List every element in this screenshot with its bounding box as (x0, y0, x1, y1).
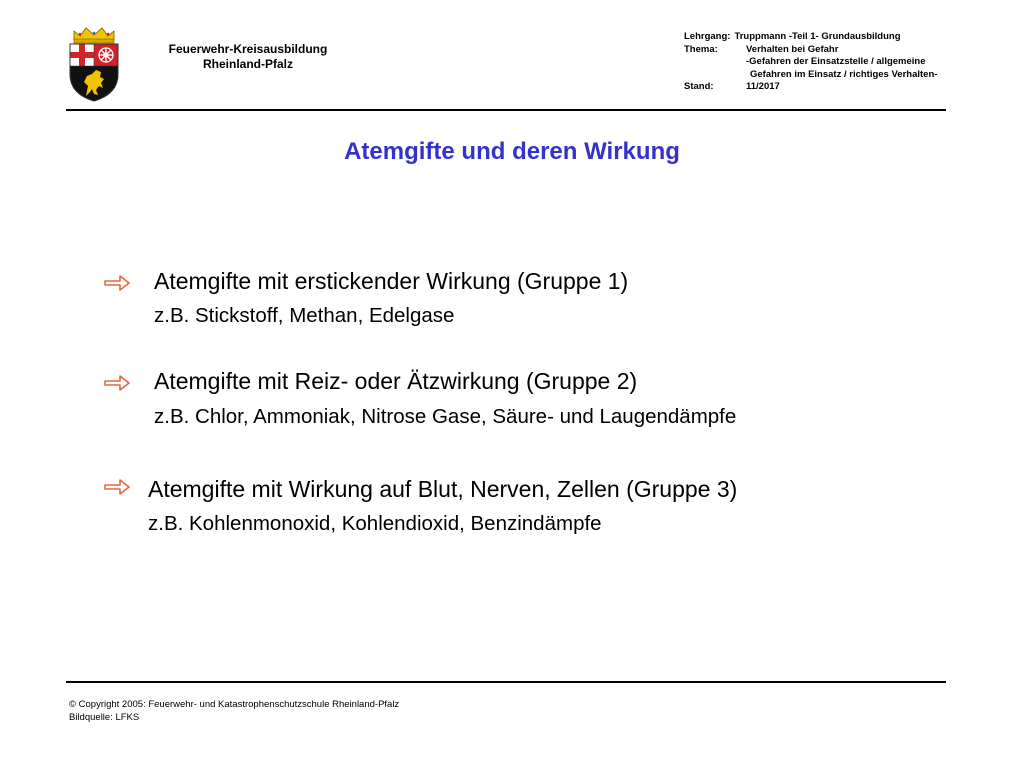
bullet-examples-group2: z.B. Chlor, Ammoniak, Nitrose Gase, Säure- und Laugendämpfe (154, 405, 737, 428)
organization-line1: Feuerwehr-Kreisausbildung (168, 42, 328, 56)
stand-value: 11/2017 (746, 81, 780, 92)
arrow-right-icon (104, 477, 130, 497)
slide-title: Atemgifte und deren Wirkung (344, 138, 680, 165)
thema-value-line1: Verhalten bei Gefahr (746, 43, 839, 55)
thema-label: Thema: (684, 43, 718, 55)
bullet-heading-group3: Atemgifte mit Wirkung auf Blut, Nerven, Zellen (Gruppe 3) (148, 476, 738, 502)
footer (69, 698, 399, 724)
course-info (684, 31, 937, 94)
organization-line2: Rheinland-Pfalz (202, 57, 293, 71)
lehrgang-label: Lehrgang: (684, 31, 731, 42)
header-divider (66, 109, 946, 111)
thema-value-line3: Gefahren im Einsatz / richtiges Verhalten- (750, 68, 938, 80)
lehrgang-value: Truppmann -Teil 1- Grundausbildung (734, 31, 901, 42)
arrow-right-icon (104, 273, 130, 293)
arrow-right-icon (104, 373, 130, 393)
footer-divider (66, 681, 946, 683)
bullet-heading-group1: Atemgifte mit erstickender Wirkung (Gruppe 1) (154, 268, 629, 294)
thema-value-line2: -Gefahren der Einsatzstelle / allgemeine (746, 56, 926, 67)
copyright-text: © Copyright 2005: Feuerwehr- und Katastrophenschutzschule Rheinland-Pfalz (69, 699, 400, 710)
bullet-heading-group2: Atemgifte mit Reiz- oder Ätzwirkung (Gruppe 2) (154, 368, 638, 394)
organization-name (148, 42, 348, 72)
coat-of-arms-logo (66, 26, 122, 102)
stand-label: Stand: (684, 81, 714, 92)
image-source-text: Bildquelle: LFKS (69, 712, 140, 723)
crown-icon (74, 28, 114, 43)
wheel-icon (99, 48, 113, 62)
bullet-examples-group1: z.B. Stickstoff, Methan, Edelgase (154, 304, 455, 327)
bullet-examples-group3: z.B. Kohlenmonoxid, Kohlendioxid, Benzindämpfe (148, 512, 602, 535)
